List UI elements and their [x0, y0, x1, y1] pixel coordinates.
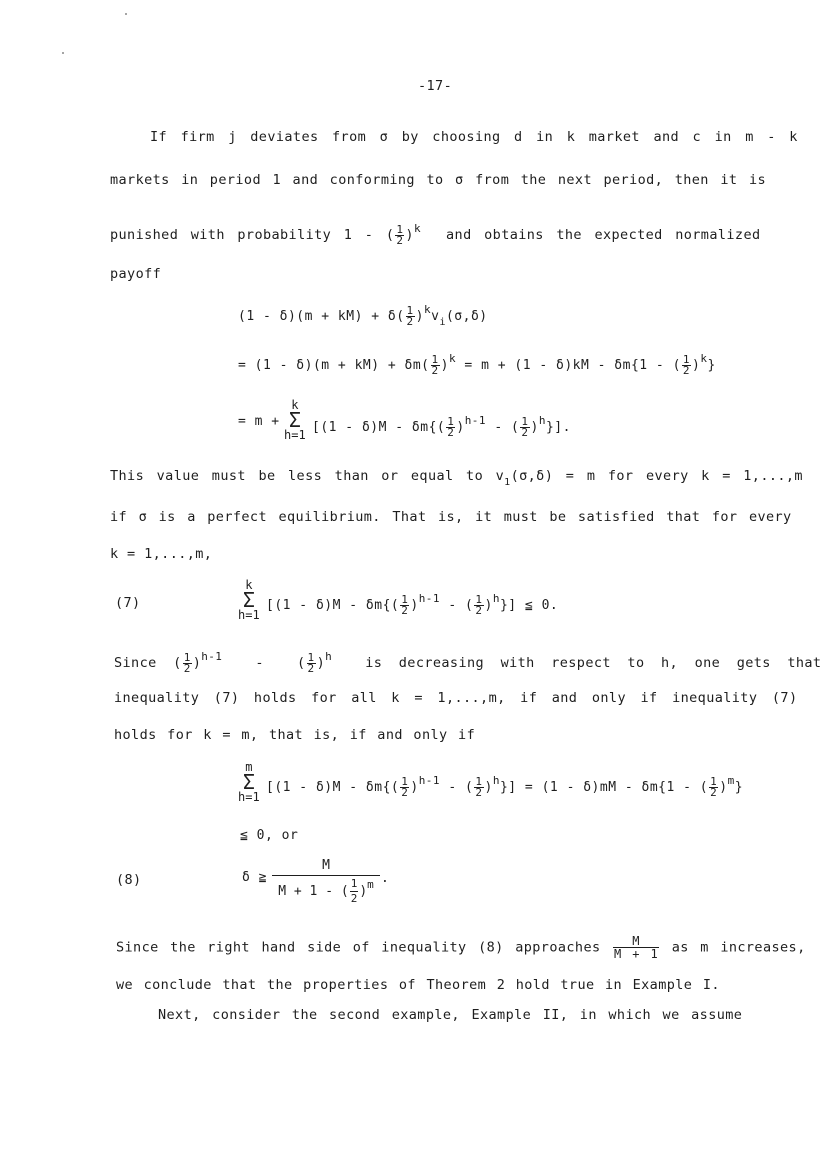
- text-line: markets in period 1 and conforming to σ from the next period, then it is: [110, 172, 766, 188]
- equation-line: = (1 - δ)(m + kM) + δm( $\frac{1}{2}$ )$^k$ = m + (1 - δ)kM - δm{1 - ( $\frac{1}{2}$ )$^k$}: [238, 352, 716, 377]
- text-line: Next, consider the second example, Example II, in which we assume: [158, 1007, 743, 1023]
- text-line: If firm j deviates from σ by choosing d in k market and c in m - k: [150, 129, 798, 145]
- equation-line: [(1 - δ)M - δm{( $\frac{1}{2}$ )$^{h-1}$ - ( $\frac{1}{2}$ )$^h$}] ≦ 0.: [266, 592, 559, 617]
- fraction-half: $\frac{1}{2}$: [396, 222, 404, 247]
- text-line: Since the right hand side of inequality (8) approaches $\frac{M}{M + 1}$ as m increases,: [116, 934, 806, 961]
- text-line: we conclude that the properties of Theorem 2 hold true in Example I.: [116, 977, 720, 993]
- summation-symbol: k Σ h=1: [284, 398, 306, 442]
- text-line: holds for k = m, that is, if and only if: [114, 727, 476, 743]
- page-number: -17-: [418, 78, 453, 94]
- equation-line: [(1 - δ)M - δm{( $\frac{1}{2}$ )$^{h-1}$ - ( $\frac{1}{2}$ )$^h$}] = (1 - δ)mM - δm{1 - ( $\frac{1}{2}$ )$^m$}: [266, 774, 744, 799]
- text-line: This value must be less than or equal to $v_1(\sigma,\delta) = m$ for every k = 1,...,m: [110, 468, 803, 488]
- text-line: payoff: [110, 266, 162, 282]
- period: .: [381, 871, 390, 886]
- equation-line: = m +: [238, 414, 280, 429]
- fraction-delta-bound: M M + 1 - ( $\frac{1}{2}$ )$^m$: [272, 858, 380, 904]
- equation-line: ≦ 0, or: [240, 828, 299, 843]
- scan-speck: [62, 52, 64, 54]
- text-line: inequality (7) holds for all k = 1,...,m, if and only if inequality (7): [114, 690, 798, 706]
- equation-label: (7): [115, 595, 141, 611]
- text-line: k = 1,...,m,: [110, 546, 213, 562]
- text-line: Since ( $\frac{1}{2}$ )$^{h-1}$ - ( $\frac{1}{2}$ )$^h$ is decreasing with respect to h, one gets that: [114, 650, 822, 675]
- equation-line: (1 - δ)(m + kM) + δ( $\frac{1}{2}$ )$^kv_i(\sigma,\delta)$: [238, 303, 488, 328]
- equation-label: (8): [116, 872, 142, 888]
- equation-line: δ ≧: [242, 870, 267, 885]
- summation-symbol: k Σ h=1: [238, 578, 260, 622]
- text-line: punished with probability 1 - ( $\frac{1}{2}$ )$^k$ and obtains the expected normalized: [110, 222, 761, 247]
- text-line: if σ is a perfect equilibrium. That is, it must be satisfied that for every: [110, 509, 792, 525]
- scan-speck: [125, 13, 127, 15]
- summation-symbol: m Σ h=1: [238, 760, 260, 804]
- equation-line: [(1 - δ)M - δm{( $\frac{1}{2}$ )$^{h-1}$ - ( $\frac{1}{2}$ )$^h$}].: [312, 414, 571, 439]
- fraction-M-over-M-plus-1: $\frac{M}{M + 1}$: [614, 934, 659, 961]
